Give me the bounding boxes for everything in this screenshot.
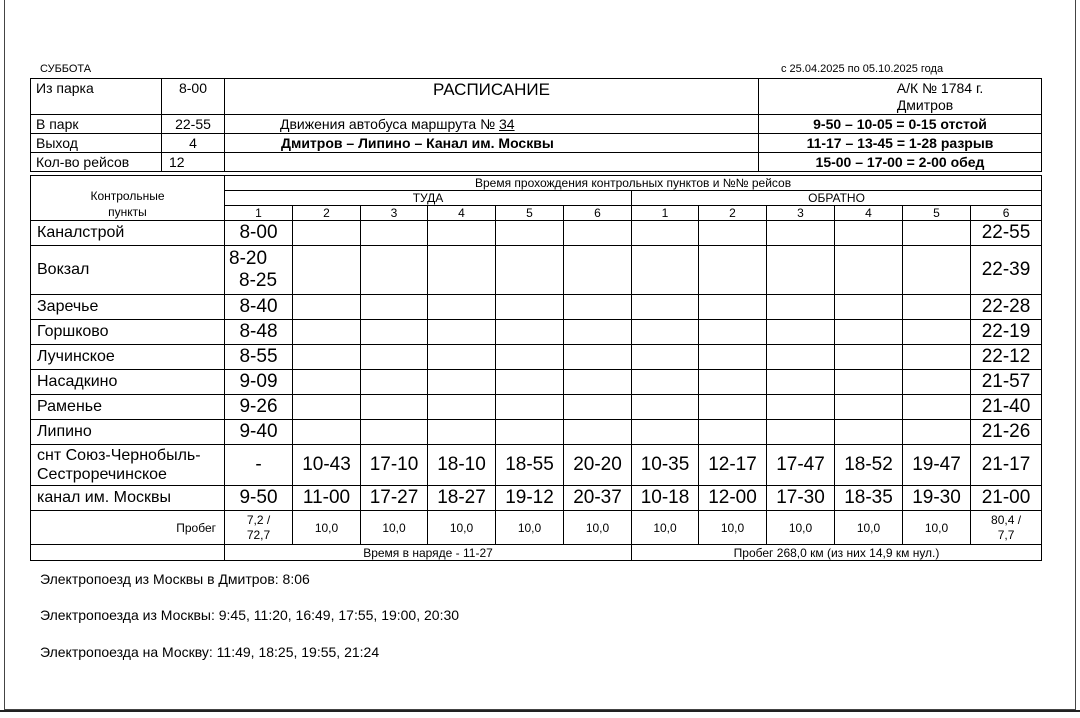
stop-row bbox=[31, 345, 1042, 370]
mileage-last-l2: 7,7 bbox=[997, 527, 1015, 542]
route-text: Движения автобуса маршрута № bbox=[280, 116, 496, 132]
trips-label: Кол-во рейсов bbox=[31, 153, 162, 172]
trip-number: 2 bbox=[699, 206, 767, 221]
stop-time-arrival: 8-20 bbox=[229, 248, 268, 269]
stop-time: 17-47 bbox=[767, 445, 835, 486]
stop-time: 12-00 bbox=[699, 486, 767, 511]
stop-time: 20-20 bbox=[564, 445, 632, 486]
stop-time: 21-40 bbox=[971, 395, 1042, 420]
stop-name: Горшково bbox=[31, 320, 225, 345]
break-1: 9-50 – 10-05 = 0-15 отстой bbox=[759, 115, 1042, 134]
route-line bbox=[225, 115, 759, 134]
mileage-value: 10,0 bbox=[699, 511, 767, 545]
total-mileage: Пробег 268,0 км (из них 14,9 км нул.) bbox=[632, 545, 1042, 561]
stop-name: Раменье bbox=[31, 395, 225, 420]
stop-time: 22-28 bbox=[971, 295, 1042, 320]
stop-name: Лучинское bbox=[31, 345, 225, 370]
stop-time: 11-00 bbox=[293, 486, 361, 511]
stop-row bbox=[31, 246, 1042, 295]
time-passage-header: Время прохождения контрольных пунктов и №№ рейсов bbox=[225, 176, 1042, 191]
route-path: Дмитров – Липино – Канал им. Москвы bbox=[225, 134, 759, 153]
trip-number: 5 bbox=[496, 206, 564, 221]
exit-label: Выход bbox=[31, 134, 162, 153]
mileage-row bbox=[31, 511, 1042, 545]
stop-time: 22-39 bbox=[971, 246, 1042, 295]
trip-number: 5 bbox=[903, 206, 971, 221]
trip-number: 6 bbox=[564, 206, 632, 221]
stop-time: 8-00 bbox=[225, 221, 293, 246]
stop-time: 22-19 bbox=[971, 320, 1042, 345]
stop-row bbox=[31, 395, 1042, 420]
day-label: СУББОТА bbox=[40, 63, 92, 75]
empty-cell bbox=[225, 153, 759, 172]
control-points-line2: пункты bbox=[108, 205, 147, 219]
stop-time: 17-27 bbox=[361, 486, 428, 511]
stop-name-line2: Сестроречинское bbox=[37, 466, 167, 483]
stop-time: 21-00 bbox=[971, 486, 1042, 511]
exit-value: 4 bbox=[162, 134, 225, 153]
page-divider bbox=[0, 710, 1080, 712]
stop-time: 21-17 bbox=[971, 445, 1042, 486]
stop-row bbox=[31, 370, 1042, 395]
stop-time: - bbox=[225, 445, 293, 486]
to-park-label: В парк bbox=[31, 115, 162, 134]
stop-time: 19-12 bbox=[496, 486, 564, 511]
stop-time: 9-40 bbox=[225, 420, 293, 445]
stop-time: 22-12 bbox=[971, 345, 1042, 370]
mileage-value: 10,0 bbox=[564, 511, 632, 545]
trips-value: 12 bbox=[162, 153, 225, 172]
from-park-label: Из парка bbox=[31, 79, 162, 115]
stop-time: 19-47 bbox=[903, 445, 971, 486]
header-table bbox=[30, 78, 1042, 172]
stop-time: 18-35 bbox=[835, 486, 903, 511]
mileage-value: 10,0 bbox=[835, 511, 903, 545]
stop-time: 9-09 bbox=[225, 370, 293, 395]
stop-time: 18-55 bbox=[496, 445, 564, 486]
trip-number: 1 bbox=[225, 206, 293, 221]
stop-name bbox=[31, 445, 225, 486]
trip-number: 3 bbox=[767, 206, 835, 221]
page-title: РАСПИСАНИЕ bbox=[225, 79, 759, 115]
mileage-value bbox=[225, 511, 293, 545]
stop-time: 17-30 bbox=[767, 486, 835, 511]
mileage-label: Пробег bbox=[31, 511, 225, 545]
stop-time: 18-52 bbox=[835, 445, 903, 486]
stop-row bbox=[31, 420, 1042, 445]
timetable bbox=[30, 175, 1042, 561]
stop-row bbox=[31, 221, 1042, 246]
note-trains-to-moscow: Электропоезда на Москву: 11:49, 18:25, 19:55, 21:24 bbox=[40, 644, 380, 660]
note-train-to-dmitrov: Электропоезд из Москвы в Дмитров: 8:06 bbox=[40, 571, 310, 587]
break-2: 11-17 – 13-45 = 1-28 разрыв bbox=[759, 134, 1042, 153]
trip-number: 3 bbox=[361, 206, 428, 221]
direction-back: ОБРАТНО bbox=[632, 191, 1042, 206]
stop-time: 8-55 bbox=[225, 345, 293, 370]
stop-time: 22-55 bbox=[971, 221, 1042, 246]
mileage-value: 10,0 bbox=[361, 511, 428, 545]
control-points-line1: Контрольные bbox=[90, 189, 165, 203]
stop-row bbox=[31, 486, 1042, 511]
stop-time: 12-17 bbox=[699, 445, 767, 486]
mileage-value bbox=[971, 511, 1042, 545]
route-number: 34 bbox=[499, 116, 515, 132]
stop-time: 8-40 bbox=[225, 295, 293, 320]
break-3: 15-00 – 17-00 = 2-00 обед bbox=[759, 153, 1042, 172]
stop-name: Вокзал bbox=[31, 246, 225, 295]
stop-row bbox=[31, 445, 1042, 486]
stop-time: 18-10 bbox=[428, 445, 496, 486]
mileage-last-l1: 80,4 / bbox=[991, 512, 1022, 527]
stop-name: Липино bbox=[31, 420, 225, 445]
control-points-header bbox=[31, 176, 225, 221]
from-park-value: 8-00 bbox=[162, 79, 225, 115]
stop-time-departure: 8-25 bbox=[239, 270, 278, 291]
time-in-duty: Время в наряде - 11-27 bbox=[225, 545, 632, 561]
stop-time: 17-10 bbox=[361, 445, 428, 486]
mileage-value: 10,0 bbox=[767, 511, 835, 545]
empty-cell bbox=[31, 545, 225, 561]
trip-number: 1 bbox=[632, 206, 699, 221]
totals-row bbox=[31, 545, 1042, 561]
trip-number: 6 bbox=[971, 206, 1042, 221]
mileage-first-l2: 72,7 bbox=[246, 527, 271, 542]
stop-time: 10-43 bbox=[293, 445, 361, 486]
stop-time: 20-37 bbox=[564, 486, 632, 511]
to-park-value: 22-55 bbox=[162, 115, 225, 134]
mileage-value: 10,0 bbox=[632, 511, 699, 545]
stop-time-pair bbox=[225, 246, 293, 295]
mileage-value: 10,0 bbox=[428, 511, 496, 545]
stop-name: Насадкино bbox=[31, 370, 225, 395]
stop-time: 9-26 bbox=[225, 395, 293, 420]
stop-time: 10-35 bbox=[632, 445, 699, 486]
trip-number: 2 bbox=[293, 206, 361, 221]
validity-period: с 25.04.2025 по 05.10.2025 года bbox=[781, 63, 944, 75]
stop-row bbox=[31, 295, 1042, 320]
stop-time: 21-57 bbox=[971, 370, 1042, 395]
stop-name: Каналстрой bbox=[31, 221, 225, 246]
stop-time: 18-27 bbox=[428, 486, 496, 511]
stop-name: канал им. Москвы bbox=[31, 486, 225, 511]
stop-name: Заречье bbox=[31, 295, 225, 320]
mileage-first-l1: 7,2 / bbox=[246, 512, 271, 527]
stop-name-line1: снт Союз-Чернобыль- bbox=[37, 447, 201, 464]
mileage-value: 10,0 bbox=[903, 511, 971, 545]
stop-time: 19-30 bbox=[903, 486, 971, 511]
note-trains-from-moscow: Электропоезда из Москвы: 9:45, 11:20, 16:49, 17:55, 19:00, 20:30 bbox=[40, 607, 460, 623]
stop-row bbox=[31, 320, 1042, 345]
ak-info bbox=[759, 79, 1042, 115]
mileage-value: 10,0 bbox=[293, 511, 361, 545]
ak-city: Дмитров bbox=[896, 96, 954, 113]
trip-number: 4 bbox=[835, 206, 903, 221]
ak-number: А/К № 1784 г. bbox=[896, 79, 984, 96]
stop-time: 10-18 bbox=[632, 486, 699, 511]
stop-time: 9-50 bbox=[225, 486, 293, 511]
mileage-value: 10,0 bbox=[496, 511, 564, 545]
stop-time: 8-48 bbox=[225, 320, 293, 345]
stop-time: 21-26 bbox=[971, 420, 1042, 445]
trip-number: 4 bbox=[428, 206, 496, 221]
direction-to: ТУДА bbox=[225, 191, 632, 206]
